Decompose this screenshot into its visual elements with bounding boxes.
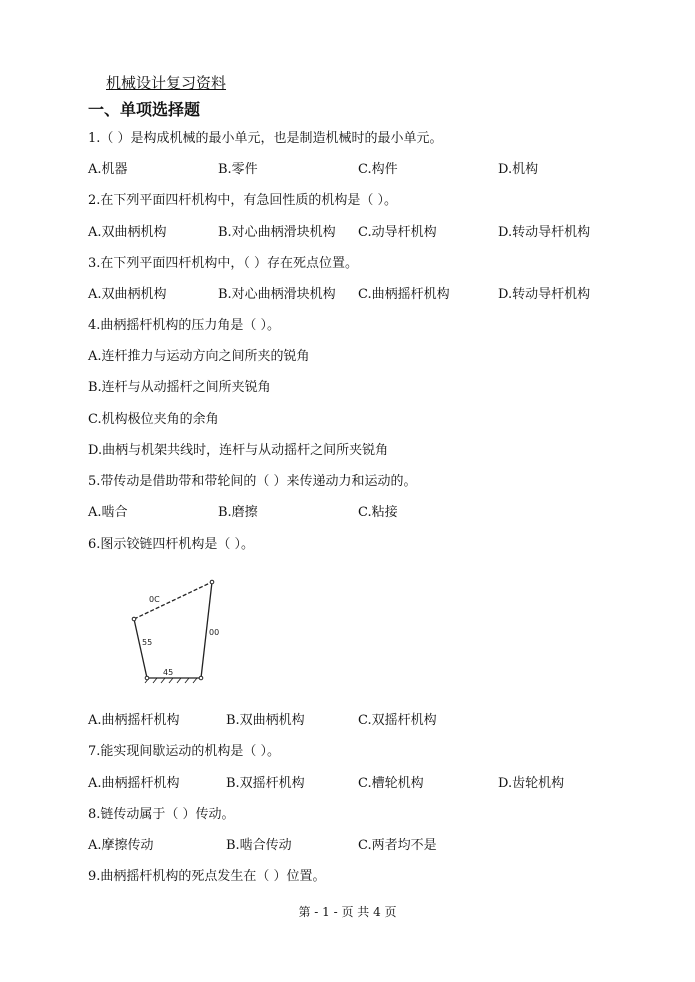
question-7-option-a: A.曲柄摇杆机构: [88, 776, 180, 791]
page-footer: 第 - 1 - 页 共 4 页: [298, 905, 397, 919]
question-7-option-d: D.齿轮机构: [498, 776, 565, 791]
question-6-stem: 6.图示铰链四杆机构是（ ）。: [88, 537, 255, 552]
linkage-left-link: [134, 619, 147, 678]
question-6-option-c: C.双摇杆机构: [358, 713, 437, 728]
question-3-option-a: A.双曲柄机构: [88, 287, 167, 302]
question-4-stem: 4.曲柄摇杆机构的压力角是（ ）。: [88, 318, 281, 333]
question-6-option-a: A.曲柄摇杆机构: [88, 713, 180, 728]
joint-a: [145, 676, 149, 680]
question-5-stem: 5.带传动是借助带和带轮间的（ ）来传递动力和运动的。: [88, 474, 417, 489]
question-2-option-b: B.对心曲柄滑块机构: [218, 225, 336, 240]
question-3-stem: 3.在下列平面四杆机构中，（ ）存在死点位置。: [88, 256, 359, 271]
question-7-option-c: C.槽轮机构: [358, 776, 424, 791]
coupler-label: 0C: [149, 595, 160, 604]
linkage-coupler: [134, 582, 212, 619]
joint-b: [132, 617, 136, 621]
question-9-stem: 9.曲柄摇杆机构的死点发生在（ ）位置。: [88, 869, 326, 884]
joint-d: [199, 676, 203, 680]
question-5-option-c: C.粘接: [358, 505, 398, 520]
question-8-option-a: A.摩擦传动: [88, 838, 154, 853]
question-8-option-b: B.啮合传动: [226, 838, 292, 853]
question-4-option-a: A.连杆推力与运动方向之间所夹的锐角: [88, 349, 310, 364]
question-4-option-b: B.连杆与从动摇杆之间所夹锐角: [88, 380, 271, 395]
question-3-option-d: D.转动导杆机构: [498, 287, 591, 302]
question-2-option-c: C.动导杆机构: [358, 225, 437, 240]
question-4-option-c: C.机构极位夹角的余角: [88, 412, 219, 427]
question-7-option-b: B.双摇杆机构: [226, 776, 305, 791]
question-4-option-d: D.曲柄与机架共线时，连杆与从动摇杆之间所夹锐角: [88, 443, 389, 458]
question-8-option-c: C.两者均不是: [358, 838, 437, 853]
ground-hatching: [145, 678, 197, 683]
right-link-label: 00: [209, 628, 220, 637]
question-3-option-c: C.曲柄摇杆机构: [358, 287, 450, 302]
question-8-stem: 8.链传动属于（ ）传动。: [88, 807, 235, 822]
question-5-option-b: B.磨擦: [218, 505, 258, 520]
question-7-stem: 7.能实现间歇运动的机构是（ ）。: [88, 744, 281, 759]
question-2-stem: 2.在下列平面四杆机构中，有急回性质的机构是（ ）。: [88, 193, 398, 208]
document-title: 机械设计复习资料: [106, 74, 227, 92]
left-link-label: 55: [142, 638, 153, 647]
question-1-option-c: C.构件: [358, 162, 398, 177]
question-5-option-a: A.啮合: [88, 505, 128, 520]
question-1-stem: 1.（ ）是构成机械的最小单元，也是制造机械时的最小单元。: [88, 131, 443, 146]
question-3-option-b: B.对心曲柄滑块机构: [218, 287, 336, 302]
question-2-option-a: A.双曲柄机构: [88, 225, 167, 240]
question-2-option-d: D.转动导杆机构: [498, 225, 591, 240]
ground-link-label: 45: [163, 668, 174, 677]
four-bar-linkage-figure: [125, 572, 230, 692]
joint-c: [210, 580, 214, 584]
question-1-option-a: A.机器: [88, 162, 128, 177]
question-6-option-b: B.双曲柄机构: [226, 713, 305, 728]
question-1-option-b: B.零件: [218, 162, 258, 177]
section-title: 一、单项选择题: [88, 100, 201, 119]
question-1-option-d: D.机构: [498, 162, 539, 177]
